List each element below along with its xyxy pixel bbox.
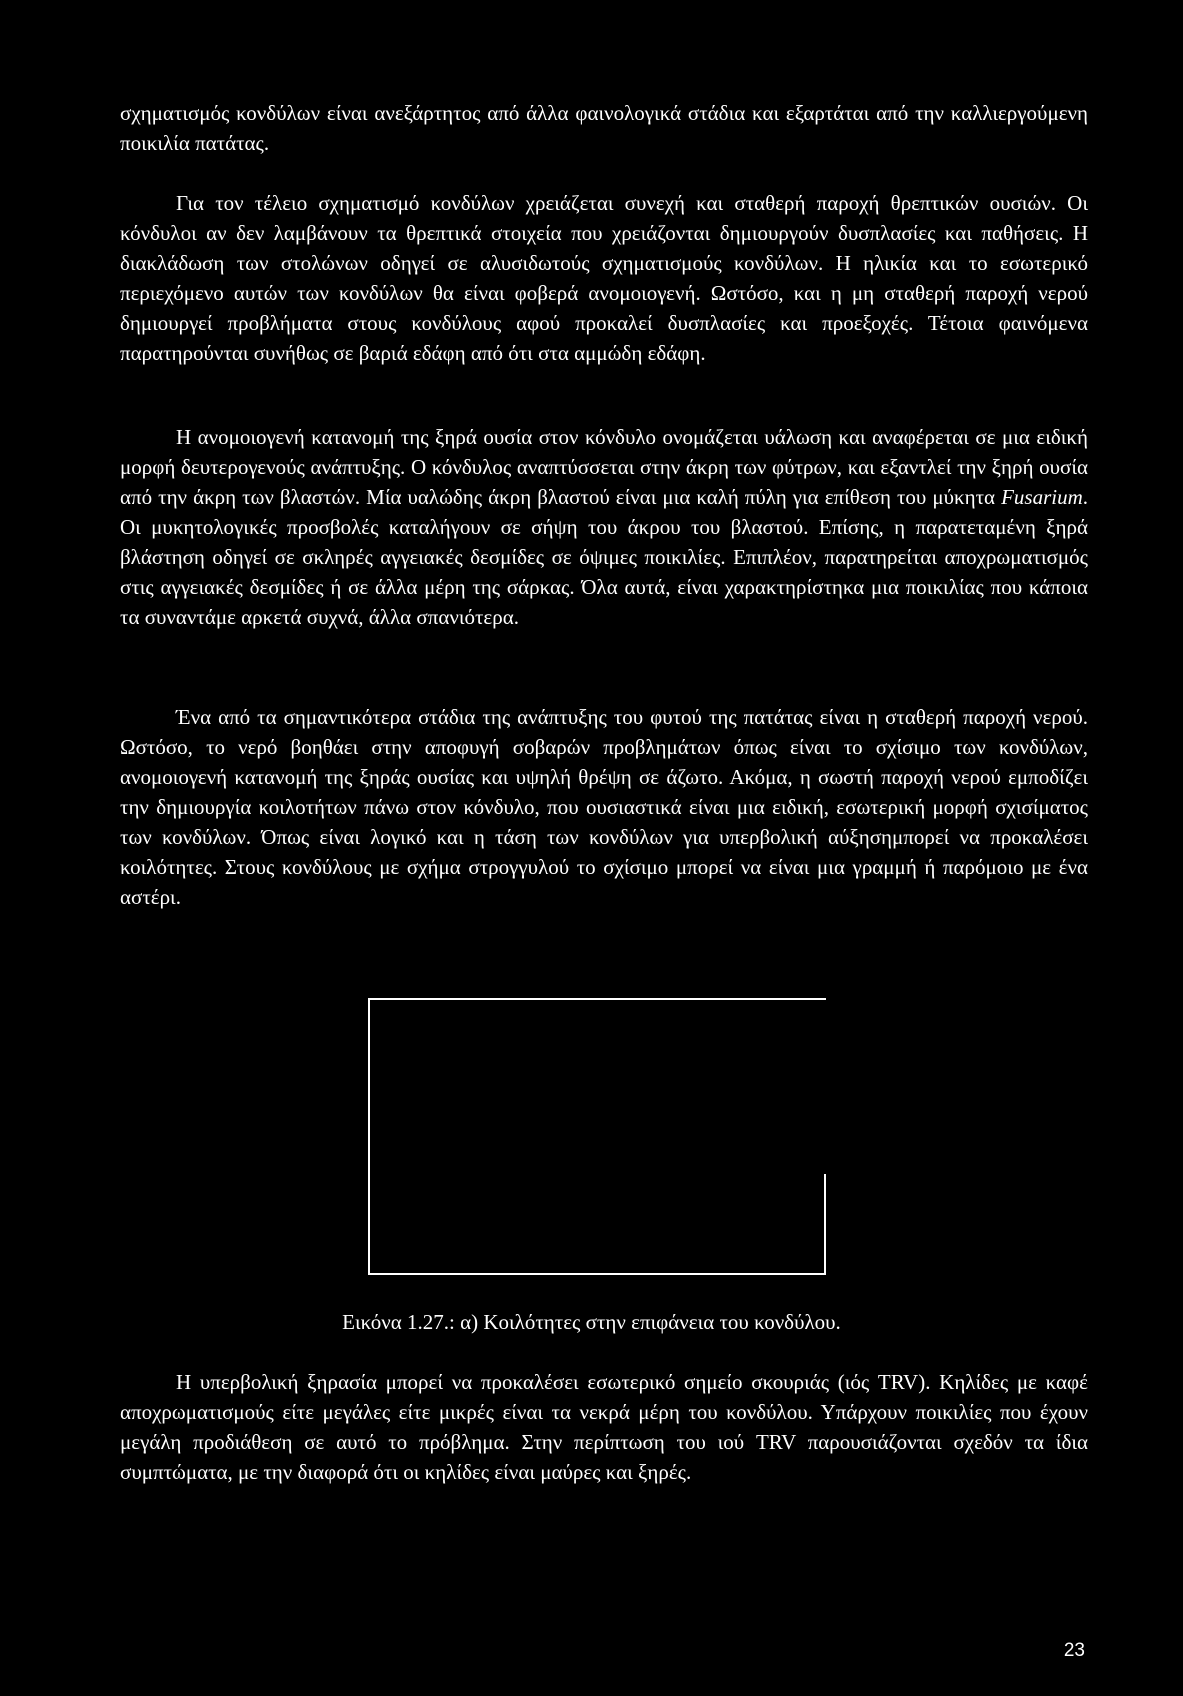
paragraph-water-supply xyxy=(120,702,1088,912)
paragraph-text: σχηματισμός κονδύλων είναι ανεξάρτητος από άλλα φαινολογικά στάδια και εξαρτάται από την καλλιεργούμενη ποικιλία πατάτας. xyxy=(120,101,1088,155)
figure-border-bottom xyxy=(368,1273,826,1275)
figure-border-top xyxy=(368,998,826,1000)
paragraph-text: . Οι μυκητολογικές προσβολές καταλήγουν σε σήψη του άκρου του βλαστού. Επίσης, η παρατεταμένη ξηρά βλάστηση οδηγεί σε σκληρές αγγειακές δεσμίδες σε όψιμες ποικιλίες. Επιπλέον, παρατηρείται αποχρωματισμός στις αγγειακές δεσμίδες ή σε άλλα μέρη της σάρκας. Όλα αυτά, είναι χαρακτηρίστηκα μια ποικιλίας που κάποια τα συναντάμε αρκετά συχνά, άλλα σπανιότερα. xyxy=(120,485,1088,629)
paragraph-text: Η υπερβολική ξηρασία μπορεί να προκαλέσει εσωτερικό σημείο σκουριάς (ιός TRV). Κηλίδες με καφέ αποχρωματισμούς είτε μεγάλες είτε μικρές είναι τα νεκρά μέρη του κονδύλου. Υπάρχουν ποικιλίες που έχουν μεγάλη προδιάθεση σε αυτό το πρόβλημα. Στην περίπτωση του ιού TRV παρουσιάζονται σχεδόν τα ίδια συμπτώματα, με την διαφορά ότι οι κηλίδες είναι μαύρες και ξηρές. xyxy=(120,1370,1088,1484)
paragraph-nutrients xyxy=(120,188,1088,368)
paragraph-continuation xyxy=(120,98,1088,158)
fungus-name: Fusarium xyxy=(1001,485,1083,509)
paragraph-text: Για τον τέλειο σχηματισμό κονδύλων χρειάζεται συνεχή και σταθερή παροχή θρεπτικών ουσιών. Οι κόνδυλοι αν δεν λαμβάνουν τα θρεπτικά στοιχεία που χρειάζονται δημιουργούν δυσπλασίες και παθήσεις. Η διακλάδωση των στολώνων οδηγεί σε αλυσιδωτούς σχηματισμούς κονδύλων. Η ηλικία και το εσωτερικό περιεχόμενο αυτών των κονδύλων θα είναι φοβερά ανομοιογενή. Ωστόσο, και η μη σταθερή παροχή νερού δημιουργεί προβλήματα στους κονδύλους αφού προκαλεί δυσπλασίες και προεξοχές. Τέτοια φαινόμενα παρατηρούνται συνήθως σε βαριά εδάφη από ότι στα αμμώδη εδάφη. xyxy=(120,191,1088,365)
paragraph-text: Η ανομοιογενή κατανομή της ξηρά ουσία στον κόνδυλο ονομάζεται υάλωση και αναφέρεται σε μια ειδική μορφή δευτερογενούς ανάπτυξης. Ο κόνδυλος αναπτύσσεται στην άκρη των φύτρων, και εξαντλεί την ξηρή ουσία από την άκρη των βλαστών. Μία υαλώδης άκρη βλαστού είναι μια καλή πύλη για επίθεση του μύκητα xyxy=(120,425,1088,509)
page-number: 23 xyxy=(1063,1640,1085,1661)
figure-caption: Εικόνα 1.27.: α) Κοιλότητες στην επιφάνεια του κονδύλου. xyxy=(342,1310,841,1334)
paragraph-vitrification xyxy=(120,422,1088,632)
figure-image-placeholder xyxy=(368,998,826,1275)
figure-border-left xyxy=(368,998,370,1275)
paragraph-text: Ένα από τα σημαντικότερα στάδια της ανάπτυξης του φυτού της πατάτας είναι η σταθερή παροχή νερού. Ωστόσο, το νερό βοηθάει στην αποφυγή σοβαρών προβλημάτων όπως είναι το σχίσιμο των κονδύλων, ανομοιογενή κατανομή της ξηράς ουσίας και υψηλή θρέψη σε άζωτο. Ακόμα, η σωστή παροχή νερού εμποδίζει την δημιουργία κοιλοτήτων πάνω στον κόνδυλο, που ουσιαστικά είναι μια ειδική, εσωτερική μορφή σχισίματος των κονδύλων. Όπως είναι λογικό και η τάση των κονδύλων για υπερβολική αύξησημπορεί να προκαλέσει κοιλότητες. Στους κονδύλους με σχήμα στρογγυλού το σχίσιμο μπορεί να είναι μια γραμμή ή παρόμοιο με ένα αστέρι. xyxy=(120,705,1088,909)
figure-border-right xyxy=(824,1174,826,1275)
paragraph-drought xyxy=(120,1367,1088,1487)
